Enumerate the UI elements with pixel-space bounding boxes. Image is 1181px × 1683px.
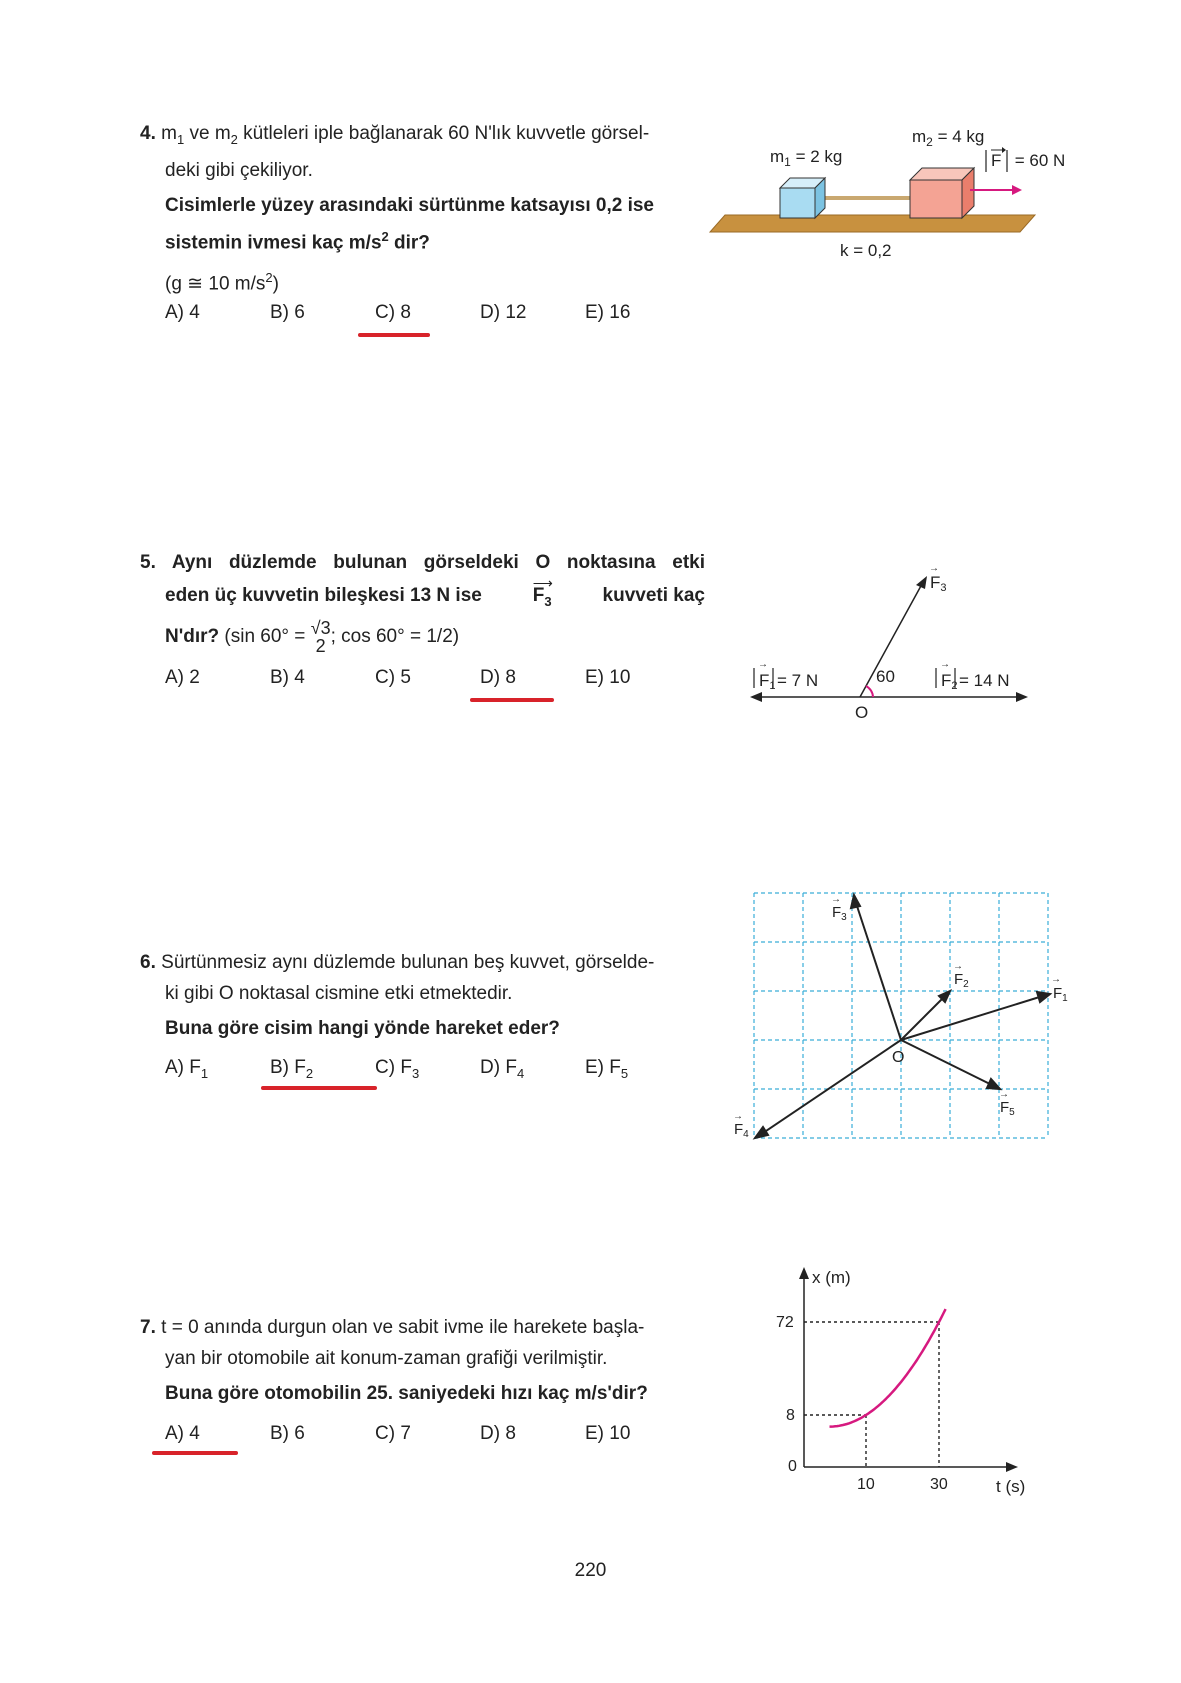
angle-arc (866, 686, 873, 697)
option-d[interactable]: D) 8 (480, 1423, 516, 1444)
y-axis-label: x (m) (812, 1268, 851, 1287)
x-tick-30: 30 (930, 1476, 948, 1493)
origin-label: O (892, 1049, 905, 1066)
answer-underline (261, 1086, 377, 1090)
dashed-guides (804, 1322, 939, 1467)
question-7: 7. t = 0 anında durgun olan ve sabit ivme ile harekete başla- yan bir otomobile ait konum-zaman grafiği verilmiştir. Buna göre otomobilin 25. saniyedeki hızı kaç m/s'dir? (140, 1312, 700, 1409)
option-c[interactable]: C) 5 (375, 667, 411, 688)
option-b[interactable]: B) 6 (270, 1423, 305, 1444)
svg-text:→: → (929, 563, 939, 574)
svg-text:F2: F2 (941, 671, 958, 692)
forces-figure-q5 (740, 560, 1070, 730)
option-c[interactable]: C) 8 (375, 302, 411, 323)
svg-text:→: → (831, 894, 841, 905)
f1-label: $F_1$ (1053, 985, 1068, 1004)
option-e[interactable]: E) 10 (585, 667, 631, 688)
option-d[interactable]: D) 8 (480, 667, 516, 688)
f5-vector (901, 1040, 996, 1087)
floor-surface (710, 215, 1035, 232)
option-a[interactable]: A) 4 (165, 1423, 200, 1444)
svg-text:F1: F1 (759, 671, 776, 692)
question-number: 7. (140, 1317, 156, 1338)
question-text: deki gibi çekiliyor. (165, 159, 313, 181)
force-label: F = 60 N (991, 151, 1066, 170)
f5-label: $F_5$ (1000, 1099, 1015, 1118)
question-number: 4. (140, 123, 156, 144)
f2-arrowhead (1016, 692, 1028, 702)
svg-text:→: → (953, 961, 963, 972)
option-b[interactable]: B) 4 (270, 667, 305, 688)
option-d[interactable]: D) 12 (480, 302, 527, 323)
svg-text:→: → (733, 1111, 743, 1122)
x-axis-label: t (s) (996, 1477, 1026, 1496)
option-e[interactable]: E) 10 (585, 1423, 631, 1444)
angle-label: 60 (876, 667, 895, 686)
svg-text:= 14 N: = 14 N (959, 671, 1010, 690)
hint: (g ≅ 10 m/s (165, 273, 266, 295)
question-4: 4. $m_1$ ve $m_2$ kütleleri iple bağlanarak 60 N'lık kuvvetle görsel- deki gibi çekiliyor. Cisimlerle yüzey arasındaki sürtünme katsayısı 0,2 ise sistemin ivmesi kaç $m/s^2$ dir? (g ≅ 10 $m/s^2$) (140, 118, 700, 299)
question-prompt: Buna göre otomobilin 25. saniyedeki hızı kaç m/s'dir? (165, 1383, 648, 1404)
f1-label (754, 659, 818, 692)
option-b[interactable]: B) 6 (270, 302, 305, 323)
f3-vector (856, 903, 901, 1040)
option-a[interactable]: A) $F_1$ (165, 1057, 209, 1081)
block-m1 (780, 178, 825, 218)
question-text: yan bir otomobile ait konum-zaman grafiği verilmiştir. (165, 1348, 608, 1369)
svg-text:→: → (758, 659, 768, 670)
f3-label: $F_3$ (832, 904, 847, 923)
f3-label (929, 563, 947, 594)
origin-label: O (855, 703, 869, 722)
f4-vector (760, 1040, 901, 1135)
position-curve (830, 1309, 946, 1427)
svg-text:→: → (1051, 974, 1061, 985)
block-m2 (910, 168, 974, 218)
svg-text:= 7 N: = 7 N (777, 671, 819, 690)
question-prompt: Buna göre cisim hangi yönde hareket eder? (165, 1018, 560, 1039)
question-6: 6. Sürtünmesiz aynı düzlemde bulunan beş kuvvet, görselde- ki gibi O noktasal cismine etki etmektedir. Buna göre cisim hangi yönde hareket eder? (140, 947, 700, 1044)
y-tick-8: 8 (786, 1407, 795, 1424)
answer-underline (470, 698, 554, 702)
option-c[interactable]: C) $F_3$ (375, 1057, 420, 1081)
answer-underline (358, 333, 430, 337)
forces-figure-q6 (720, 880, 1080, 1150)
option-e[interactable]: E) 16 (585, 302, 631, 323)
option-a[interactable]: A) 2 (165, 667, 200, 688)
option-d[interactable]: D) $F_4$ (480, 1057, 525, 1081)
page-number: 220 (574, 1560, 607, 1581)
question-number: 6. (140, 952, 156, 973)
svg-text:→: → (999, 1089, 1009, 1100)
question-number: 5. (140, 552, 156, 573)
option-e[interactable]: E) $F_5$ (585, 1057, 629, 1081)
friction-label: k = 0,2 (840, 241, 892, 260)
f1-arrowhead (750, 692, 762, 702)
question-prompt: Cisimlerle yüzey arasındaki sürtünme katsayısı 0,2 ise (165, 194, 654, 216)
answer-underline (152, 1451, 238, 1455)
option-a[interactable]: A) 4 (165, 302, 200, 323)
y-tick-0: 0 (788, 1458, 797, 1475)
blocks-figure (700, 120, 1100, 280)
option-b[interactable]: B) $F_2$ (270, 1057, 314, 1081)
m1-label: $m_1 = 2$ kg (770, 147, 843, 169)
question-text: ki gibi O noktasal cismine etki etmektedir. (165, 983, 513, 1004)
f4-label: $F_4$ (734, 1121, 749, 1140)
f2-label: $F_2$ (954, 971, 969, 990)
y-tick-72: 72 (776, 1314, 794, 1331)
x-tick-10: 10 (857, 1476, 875, 1493)
option-c[interactable]: C) 7 (375, 1423, 411, 1444)
svg-text:→: → (940, 659, 950, 670)
position-time-graph (760, 1255, 1080, 1505)
question-5: 5. Aynı düzlemde bulunan görseldeki O noktasına etki eden üç kuvvetin bileşkesi 13 N ise ⟶ $F_3$ kuvveti kaç N'dır? (sin 60° = √3 2 ; cos 60° = 1/2) (140, 552, 706, 656)
m2-label: $m_2 = 4$ kg (912, 127, 985, 149)
svg-text:F3: F3 (930, 573, 947, 594)
f2-label (936, 659, 1010, 692)
